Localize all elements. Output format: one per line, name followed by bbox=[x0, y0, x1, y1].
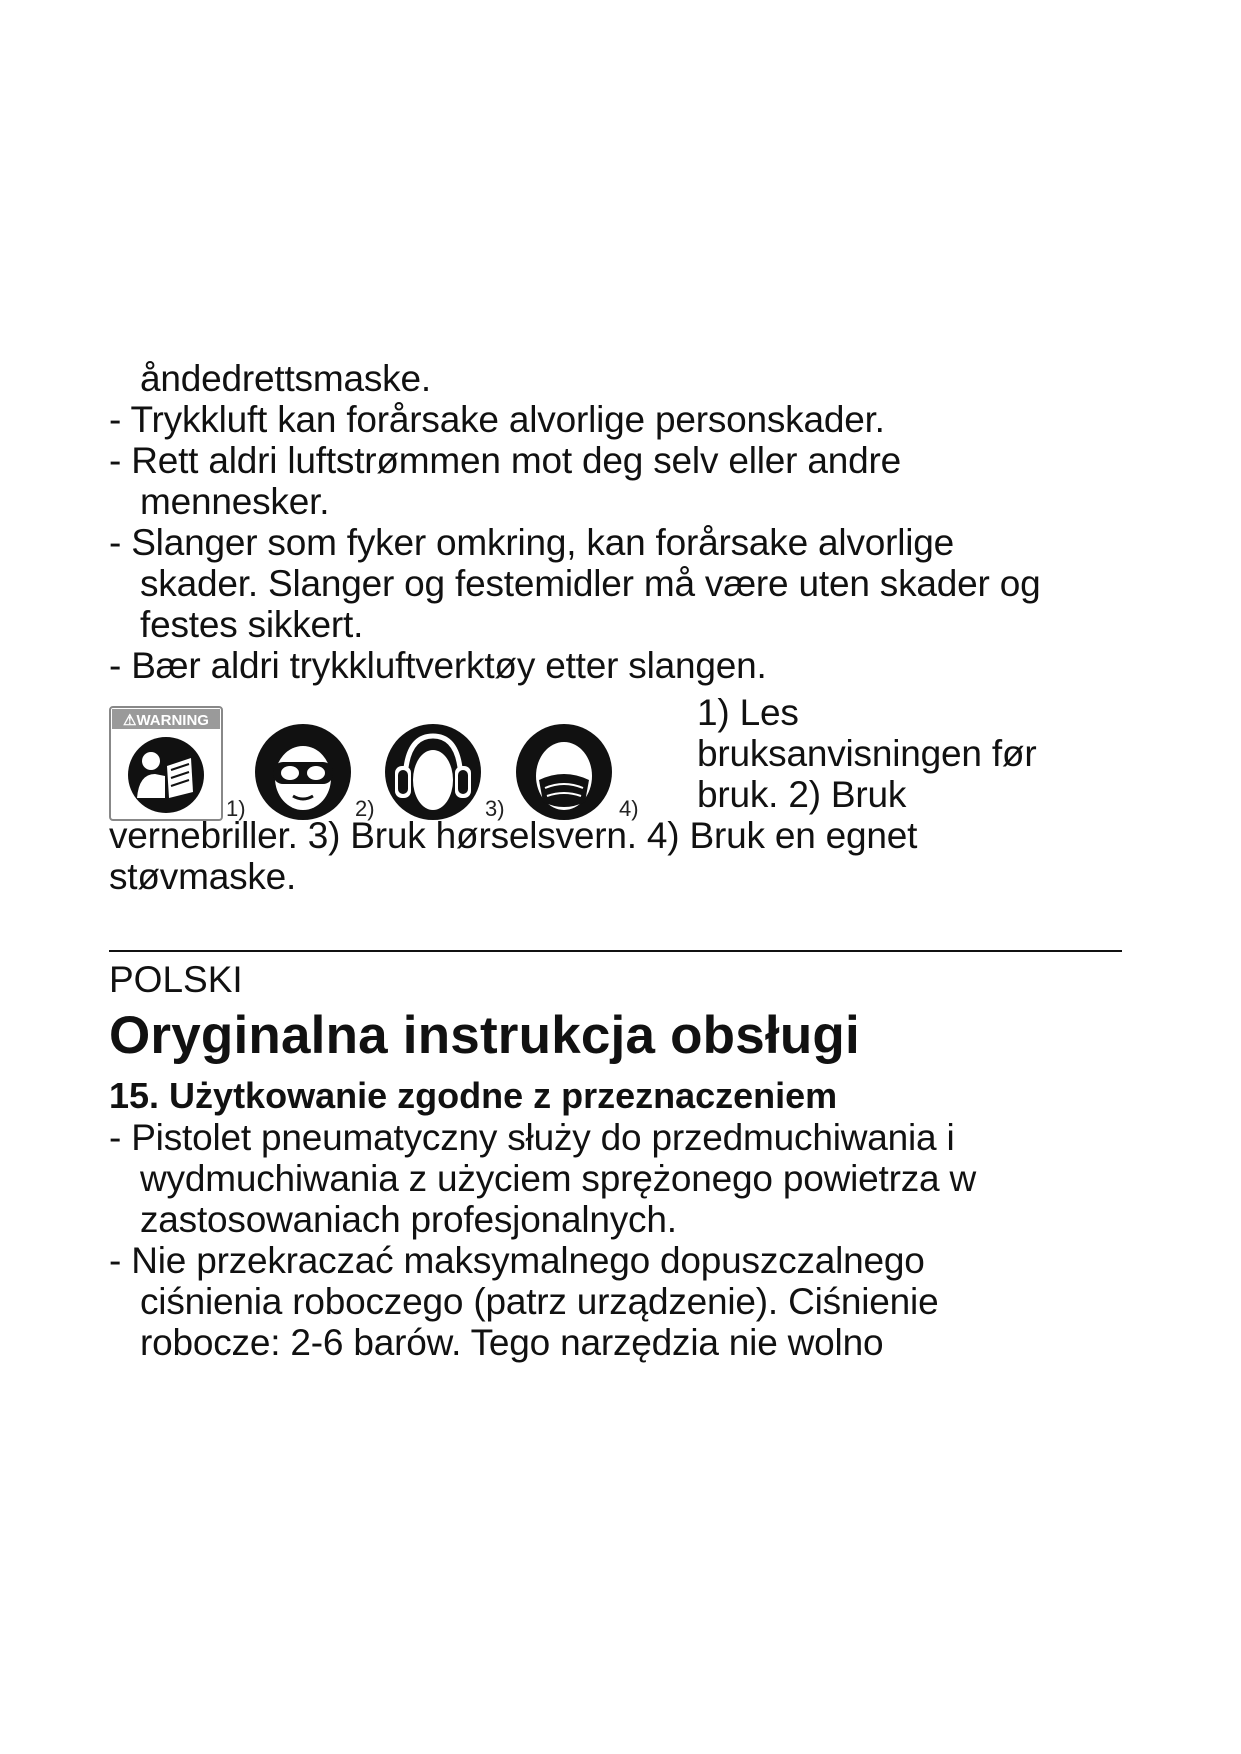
safety-pictograms bbox=[109, 706, 669, 822]
section-heading: 15. Użytkowanie zgodne z przeznaczeniem bbox=[109, 1075, 838, 1116]
text-line: mennesker. bbox=[140, 481, 330, 522]
ear-protection-icon bbox=[385, 724, 481, 820]
pictogram-number: 1) bbox=[226, 796, 246, 821]
text-line: - Nie przekraczać maksymalnego dopuszczalnego bbox=[109, 1240, 925, 1281]
section-divider bbox=[109, 950, 1122, 952]
language-label: POLSKI bbox=[109, 959, 243, 1000]
pictogram-caption: 1) Les bbox=[697, 692, 799, 733]
pictogram-number: 2) bbox=[355, 796, 375, 821]
text-line: zastosowaniach profesjonalnych. bbox=[140, 1199, 677, 1240]
pictogram-caption: bruk. 2) Bruk bbox=[697, 774, 907, 815]
pictogram-number: 3) bbox=[485, 796, 505, 821]
safety-goggles-icon bbox=[255, 724, 351, 820]
text-line: ciśnienia roboczego (patrz urządzenie). Ciśnienie bbox=[140, 1281, 939, 1322]
page-title: Oryginalna instrukcja obsługi bbox=[109, 1006, 860, 1065]
text-line: skader. Slanger og festemidler må være uten skader og bbox=[140, 563, 1041, 604]
text-line: - Bær aldri trykkluftverktøy etter slangen. bbox=[109, 645, 767, 686]
read-manual-icon bbox=[110, 707, 222, 820]
text-line: åndedrettsmaske. bbox=[140, 358, 431, 399]
text-line: - Rett aldri luftstrømmen mot deg selv eller andre bbox=[109, 440, 901, 481]
pictogram-caption: støvmaske. bbox=[109, 856, 297, 897]
text-line: wydmuchiwania z użyciem sprężonego powietrza w bbox=[140, 1158, 977, 1199]
text-line: festes sikkert. bbox=[140, 604, 364, 645]
text-line: - Pistolet pneumatyczny służy do przedmuchiwania i bbox=[109, 1117, 955, 1158]
pictogram-caption: bruksanvisningen før bbox=[697, 733, 1037, 774]
dust-mask-icon bbox=[516, 724, 612, 820]
text-line: - Slanger som fyker omkring, kan forårsake alvorlige bbox=[109, 522, 955, 563]
text-line: - Trykkluft kan forårsake alvorlige personskader. bbox=[109, 399, 885, 440]
text-line: robocze: 2-6 barów. Tego narzędzia nie wolno bbox=[140, 1322, 884, 1363]
pictogram-strip bbox=[109, 706, 669, 822]
pictogram-number: 4) bbox=[619, 796, 639, 821]
pictogram-caption: vernebriller. 3) Bruk hørselsvern. 4) Bruk en egnet bbox=[109, 815, 918, 856]
warning-label: ⚠WARNING bbox=[123, 712, 209, 729]
